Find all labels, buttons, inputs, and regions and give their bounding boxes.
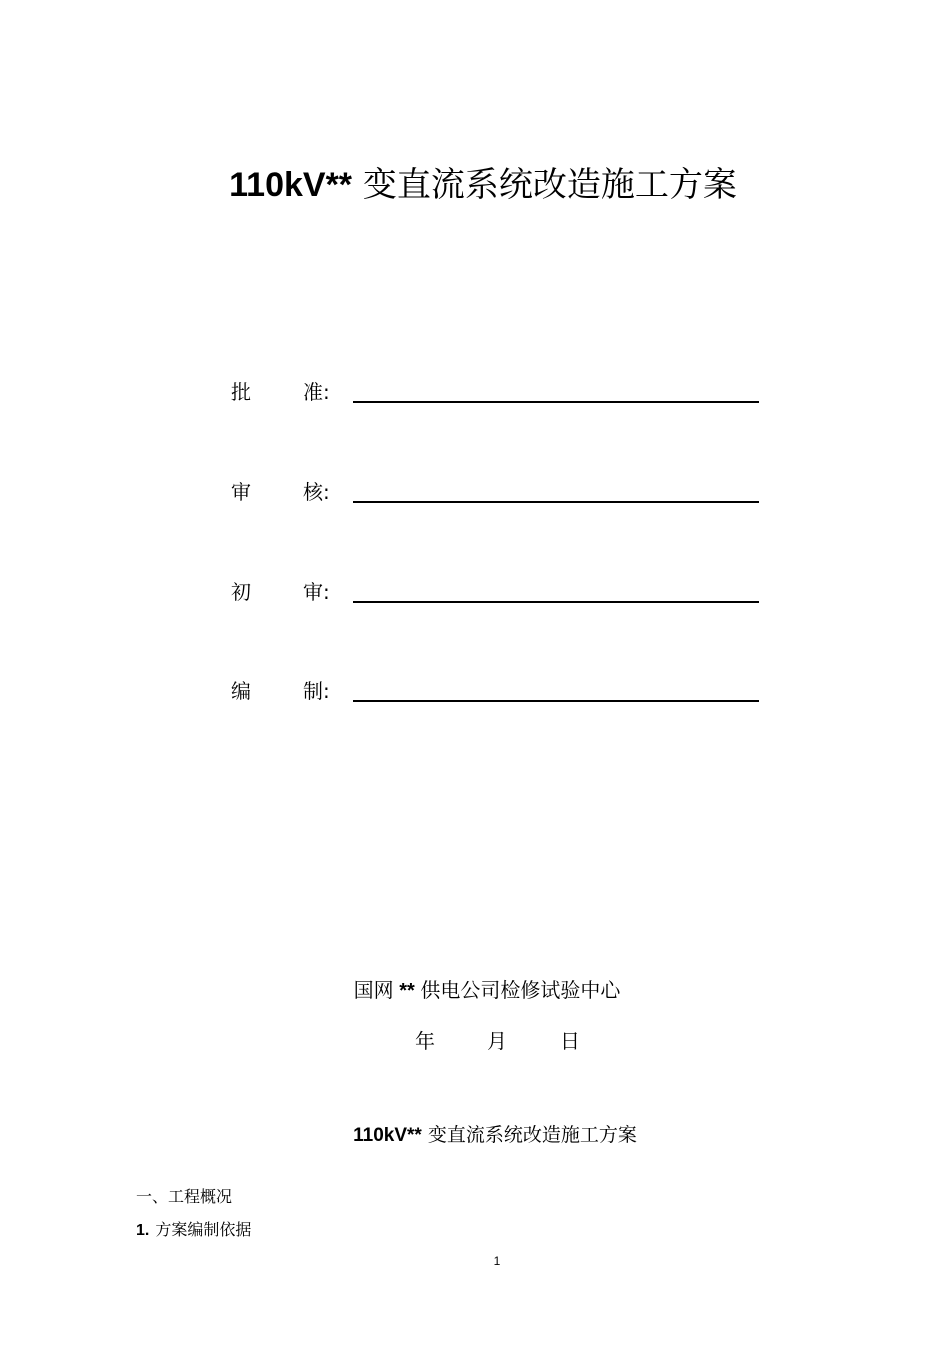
signoff-approve-line[interactable]	[353, 401, 759, 403]
date-day: 日	[560, 1029, 580, 1053]
signoff-review-line[interactable]	[353, 501, 759, 503]
organization-suffix: 供电公司检修试验中心	[420, 978, 621, 1002]
signoff-compile-row: 编 制:	[231, 676, 759, 716]
signoff-compile-line[interactable]	[353, 700, 759, 702]
page-number: 1	[493, 1254, 501, 1268]
body-title-suffix: 变直流系统改造施工方案	[421, 1124, 637, 1146]
document-title-prefix: 110kV**	[229, 166, 353, 204]
body-title-prefix: 110kV**	[353, 1125, 422, 1146]
document-title	[0, 160, 950, 210]
body-title	[0, 1120, 950, 1151]
organization-stars: **	[393, 980, 421, 1002]
organization-name	[0, 975, 950, 1006]
document-title-suffix: 变直流系统改造施工方案	[352, 165, 737, 205]
subsection-number: 1.	[136, 1222, 150, 1239]
signoff-approve-row: 批 准:	[231, 377, 759, 417]
signoff-initial-review-row: 初 审:	[231, 577, 759, 617]
subsection-text: 方案编制依据	[155, 1220, 252, 1239]
signoff-review-row: 审 核:	[231, 477, 759, 517]
section-heading: 一、工程概况	[136, 1187, 233, 1206]
subsection-heading	[136, 1217, 251, 1244]
date-month: 月	[487, 1029, 507, 1053]
date-year: 年	[415, 1029, 435, 1053]
organization-prefix: 国网	[353, 978, 394, 1002]
signoff-initial-review-line[interactable]	[353, 601, 759, 603]
